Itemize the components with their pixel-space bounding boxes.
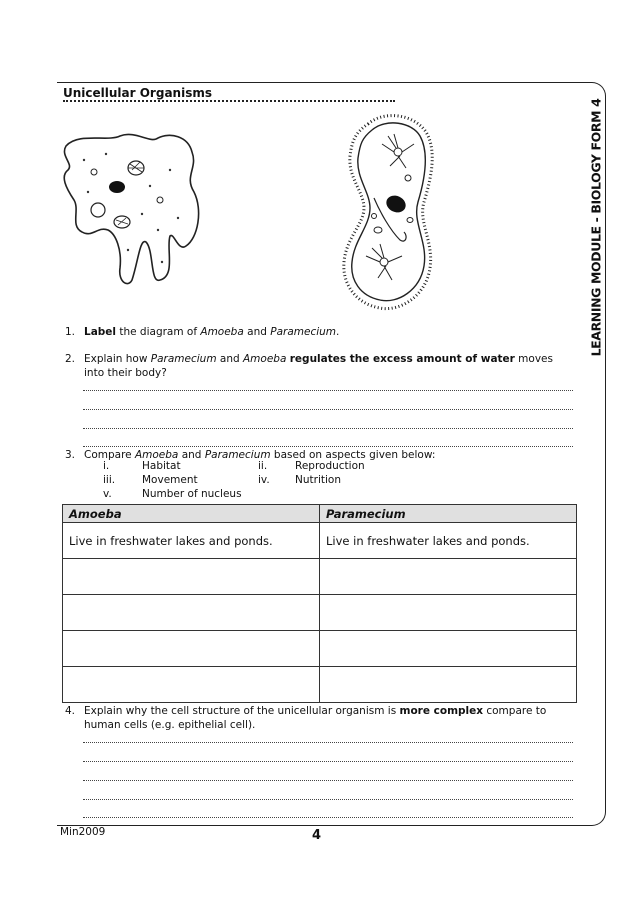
question-3: 3. Compare Amoeba and Paramecium based on aspects given below: [65, 449, 436, 461]
aspect-label: Habitat [142, 460, 181, 472]
amoeba-nucleus [109, 181, 125, 193]
table-cell[interactable] [63, 559, 320, 595]
paramecium-macronucleus [384, 193, 409, 216]
footer-author: Min2009 [60, 826, 106, 838]
header-amoeba: Amoeba [63, 505, 320, 523]
amoeba-diagram [58, 130, 203, 290]
paramecium-contractile-vacuole-bottom [366, 244, 402, 280]
table-cell[interactable] [320, 631, 577, 667]
amoeba-vacuole-small-2 [157, 197, 163, 203]
paramecium-contractile-vacuole-top [382, 134, 414, 168]
aspect-label: Movement [142, 474, 198, 486]
aspect-label: Number of nucleus [142, 488, 242, 500]
question-1: 1. Label the diagram of Amoeba and Paramecium. [65, 326, 340, 338]
paramecium-food-vacuole [374, 227, 382, 233]
aspect-label: Reproduction [295, 460, 365, 472]
table-cell[interactable] [63, 667, 320, 703]
table-row [63, 595, 577, 631]
question-2: 2. Explain how Paramecium and Amoeba regulates the excess amount of water moves into their body? [65, 353, 553, 379]
answer-line[interactable] [83, 732, 573, 743]
aspect-numeral: i. [103, 460, 110, 472]
answer-line[interactable] [83, 751, 573, 762]
aspect-numeral: iii. [103, 474, 116, 486]
aspect-label: Nutrition [295, 474, 341, 486]
table-row [63, 631, 577, 667]
amoeba-food-vacuole-1 [128, 161, 144, 175]
table-cell[interactable] [320, 667, 577, 703]
question-4: 4. Explain why the cell structure of the unicellular organism is more complex compare to human cells (e.g. epithelial cell). [65, 705, 547, 731]
aspect-numeral: ii. [258, 460, 268, 472]
table-row [63, 523, 577, 559]
sidebar-module-label: LEARNING MODULE - BIOLOGY FORM 4 [588, 98, 604, 356]
comparison-table [62, 504, 577, 703]
aspect-numeral: iv. [258, 474, 270, 486]
table-cell[interactable] [63, 595, 320, 631]
answer-line[interactable] [83, 807, 573, 818]
table-row [63, 559, 577, 595]
amoeba-contractile-vacuole [91, 203, 105, 217]
table-cell[interactable]: Live in freshwater lakes and ponds. [63, 523, 320, 559]
table-cell[interactable] [320, 595, 577, 631]
table-cell[interactable] [63, 631, 320, 667]
answer-line[interactable] [83, 789, 573, 800]
amoeba-vacuole-small [91, 169, 97, 175]
answer-line[interactable] [83, 418, 573, 429]
aspect-numeral: v. [103, 488, 112, 500]
amoeba-food-vacuole-2 [114, 216, 130, 228]
title-underline [63, 100, 395, 102]
section-title: Unicellular Organisms [63, 86, 212, 100]
header-paramecium: Paramecium [320, 505, 577, 523]
answer-line[interactable] [83, 770, 573, 781]
amoeba-cell-membrane [64, 134, 198, 283]
table-cell[interactable] [320, 559, 577, 595]
page-number: 4 [312, 828, 322, 843]
table-row [63, 667, 577, 703]
answer-line[interactable] [83, 380, 573, 391]
answer-line[interactable] [83, 436, 573, 447]
table-cell[interactable]: Live in freshwater lakes and ponds. [320, 523, 577, 559]
paramecium-diagram [334, 112, 438, 312]
answer-line[interactable] [83, 399, 573, 410]
table-header-row [63, 505, 577, 523]
